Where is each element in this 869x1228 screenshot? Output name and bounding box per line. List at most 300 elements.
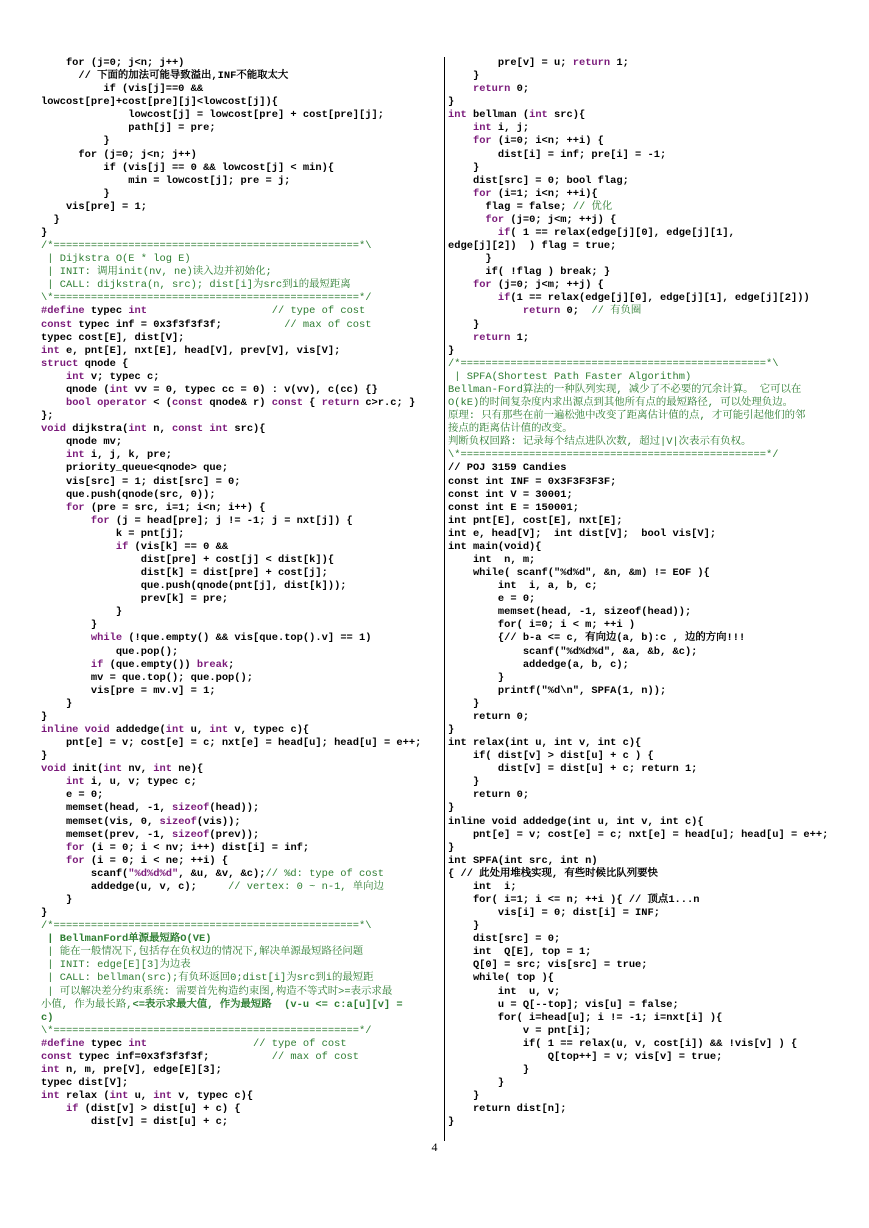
- code-token: addedge(: [109, 723, 166, 736]
- code-token: }: [41, 710, 48, 723]
- code-line: [448, 253, 852, 266]
- code-token: void: [41, 763, 66, 776]
- code-line: [448, 83, 852, 96]
- code-line: [41, 175, 440, 188]
- code-token: vv = 0, typec cc = 0) : v(vv), c(cc) {}: [128, 383, 378, 396]
- code-line: [41, 541, 440, 554]
- code-token: [41, 776, 66, 788]
- code-line: [41, 1064, 440, 1077]
- code-line: [448, 476, 852, 489]
- code-token: [41, 371, 66, 383]
- code-token: return: [572, 57, 611, 69]
- code-line: [41, 305, 440, 318]
- code-token: c>r.c; }: [359, 397, 416, 410]
- code-token: #define: [41, 305, 85, 318]
- code-token: u = Q[--top]; vis[u] = false;: [448, 998, 679, 1011]
- code-token: for: [472, 187, 492, 200]
- code-token: struct: [41, 357, 79, 370]
- code-line: [41, 489, 440, 502]
- code-line: [448, 384, 852, 397]
- code-token: "%d%d%d": [128, 867, 179, 880]
- code-line: [41, 789, 440, 802]
- code-token: qnode (: [41, 383, 110, 396]
- code-line: [41, 776, 440, 789]
- code-token: int i, a, b, c;: [448, 580, 598, 593]
- code-token: // vertex: 0 ~ n-1, 单向边: [196, 880, 384, 893]
- code-line: [41, 266, 440, 279]
- code-token: relax (: [59, 1090, 110, 1103]
- code-line: [41, 959, 440, 972]
- code-token: scanf(: [41, 867, 129, 880]
- code-line: [448, 397, 852, 410]
- code-line: [448, 292, 852, 305]
- code-token: for( i=0; i < m; ++i ): [448, 619, 636, 632]
- code-token: addedge(a, b, c);: [448, 658, 629, 671]
- code-token: Q[0] = src; vis[src] = true;: [448, 959, 648, 972]
- code-token: addedge(u, v, c);: [41, 880, 197, 893]
- code-line: [41, 1038, 440, 1051]
- code-token: int: [448, 109, 467, 122]
- code-token: lowcost[pre]+cost[pre][j]<lowcost[j]){: [41, 96, 278, 109]
- code-line: [41, 763, 440, 776]
- code-token: // max of cost: [209, 1050, 360, 1063]
- code-line: [448, 789, 852, 802]
- code-line: [448, 567, 852, 580]
- code-line: [448, 528, 852, 541]
- code-token: // 下面的加法可能导致溢出,INF不能取太大: [41, 70, 289, 83]
- code-token: i, u, v; typec c;: [84, 776, 197, 789]
- code-token: | Dijkstra O(E * log E): [41, 253, 191, 266]
- code-token: (j=0; j<m; ++j) {: [504, 213, 617, 226]
- code-token: min = lowcost[j]; pre = j;: [41, 174, 291, 187]
- code-line: [41, 554, 440, 567]
- code-line: [41, 829, 440, 842]
- code-line: [41, 345, 440, 358]
- code-token: int: [65, 449, 85, 462]
- code-line: [448, 580, 852, 593]
- code-token: if( dist[v] > dist[u] + c ) {: [448, 750, 654, 763]
- code-token: }: [448, 70, 480, 83]
- code-line: [448, 489, 852, 502]
- code-line: [41, 1012, 440, 1025]
- code-token: int: [103, 763, 123, 776]
- code-token: | INIT: 调用init(nv, ne)读入边并初始化;: [41, 266, 272, 279]
- code-token: memset(head, -1, sizeof(head));: [448, 606, 692, 619]
- code-token: 1;: [510, 331, 530, 344]
- code-token: return: [321, 397, 360, 410]
- code-token: ne){: [172, 763, 204, 776]
- code-token: int pnt[E], cost[E], nxt[E];: [448, 514, 623, 527]
- code-token: | CALL: dijkstra(n, src); dist[i]为src到i的最短距离: [41, 279, 351, 292]
- code-line: [41, 423, 440, 436]
- code-line: [41, 253, 440, 266]
- code-token: (1 == relax(edge[j][0], edge[j][1], edge[j][2])): [510, 292, 810, 305]
- code-token: // max of cost: [221, 318, 372, 331]
- code-token: }: [41, 187, 110, 200]
- code-token: O(kE)的时间复杂度内求出源点到其他所有点的最短路径, 可以处理负边。: [448, 397, 793, 410]
- code-line: [448, 750, 852, 763]
- code-line: [41, 188, 440, 201]
- code-line: [41, 122, 440, 135]
- code-token: }: [448, 1090, 480, 1103]
- code-token: }: [41, 213, 60, 226]
- code-line: [41, 135, 440, 148]
- code-line: [41, 436, 440, 449]
- code-line: [41, 868, 440, 881]
- code-line: [448, 57, 852, 70]
- code-token: [41, 502, 66, 514]
- code-line: [448, 305, 852, 318]
- code-token: e = 0;: [448, 593, 536, 606]
- code-token: break: [196, 658, 229, 671]
- code-token: for: [65, 854, 85, 867]
- code-line: [41, 894, 440, 907]
- code-token: int: [109, 1090, 129, 1103]
- code-token: /*=================================================*\: [448, 357, 779, 370]
- code-line: [448, 162, 852, 175]
- code-token: vis[pre] = 1;: [41, 200, 148, 213]
- code-token: k = pnt[j];: [41, 527, 185, 540]
- code-line: [448, 332, 852, 345]
- code-line: [41, 632, 440, 645]
- code-line: [41, 606, 440, 619]
- code-token: (head));: [209, 802, 260, 815]
- code-line: [448, 920, 852, 933]
- code-token: int i;: [448, 880, 517, 893]
- code-line: [41, 1116, 440, 1129]
- code-token: /*=================================================*\: [41, 920, 372, 933]
- code-token: (prev));: [209, 828, 260, 841]
- code-line: [41, 292, 440, 305]
- code-token: for: [65, 501, 85, 514]
- code-token: }: [41, 697, 73, 710]
- code-token: }: [41, 606, 123, 619]
- code-line: [448, 972, 852, 985]
- code-line: [448, 842, 852, 855]
- code-line: [448, 907, 852, 920]
- code-token: (j=0; j<m; ++j) {: [491, 279, 604, 292]
- code-token: [41, 515, 91, 527]
- code-token: #define: [41, 1037, 85, 1050]
- code-token: int: [209, 723, 229, 736]
- code-token: return 0;: [448, 710, 530, 723]
- code-token: bellman (: [466, 109, 530, 122]
- code-token: dist[src] = 0; bool flag;: [448, 174, 629, 187]
- code-line: [448, 371, 852, 384]
- code-token: n,: [147, 423, 172, 436]
- code-line: [41, 384, 440, 397]
- code-token: if: [65, 1103, 79, 1116]
- code-token: int: [165, 723, 185, 736]
- code-token: typec inf=0x3f3f3f3f;: [72, 1050, 210, 1063]
- code-line: [448, 1051, 852, 1064]
- code-token: pnt[e] = v; cost[e] = c; nxt[e] = head[u]; head[u] = e++;: [41, 737, 422, 750]
- code-token: }: [448, 344, 455, 357]
- code-line: [41, 240, 440, 253]
- code-token: int n, m;: [448, 553, 536, 566]
- code-token: 0;: [560, 305, 592, 318]
- code-token: flag = false;: [448, 200, 573, 213]
- code-line: [41, 672, 440, 685]
- code-token: }: [448, 697, 480, 710]
- code-line: [41, 946, 440, 959]
- code-token: int: [109, 383, 129, 396]
- code-token: // POJ 3159 Candies: [448, 462, 567, 475]
- code-line: [41, 96, 440, 109]
- code-line: [41, 842, 440, 855]
- code-line: [448, 1012, 852, 1025]
- code-token: while( scanf("%d%d", &n, &m) != EOF ){: [448, 567, 710, 580]
- code-token: if( !flag ) break; }: [448, 266, 611, 279]
- code-token: int: [65, 370, 85, 383]
- code-token: [41, 397, 66, 409]
- code-line: [448, 345, 852, 358]
- code-token: init(: [65, 763, 104, 776]
- code-token: [448, 83, 473, 95]
- code-token: return: [522, 305, 561, 318]
- code-line: [448, 188, 852, 201]
- code-token: {// b-a <= c, 有向边(a, b):c , 边的方向!!!: [448, 632, 746, 645]
- code-token: }: [41, 894, 73, 906]
- code-token: qnode {: [78, 357, 129, 370]
- code-line: [448, 1077, 852, 1090]
- code-line: [448, 502, 852, 515]
- code-token: const: [171, 397, 204, 410]
- code-token: };: [41, 410, 54, 423]
- code-token: [41, 659, 91, 671]
- code-line: [448, 266, 852, 279]
- code-token: // 有负圈: [591, 305, 642, 318]
- code-line: [448, 698, 852, 711]
- code-token: for (j=0; j<n; j++): [41, 57, 185, 69]
- code-line: [41, 907, 440, 920]
- code-token: [448, 214, 485, 226]
- code-token: int main(void){: [448, 540, 542, 553]
- code-token: int: [472, 122, 492, 135]
- code-line: [41, 162, 440, 175]
- code-token: (vis));: [196, 815, 241, 828]
- code-line: [448, 227, 852, 240]
- code-token: const int INF = 0x3F3F3F3F;: [448, 475, 617, 488]
- code-token: int Q[E], top = 1;: [448, 946, 592, 959]
- code-line: [448, 1103, 852, 1116]
- code-token: printf("%d\n", SPFA(1, n));: [448, 684, 667, 697]
- code-line: [41, 83, 440, 96]
- code-token: c): [41, 1011, 54, 1024]
- code-line: [448, 632, 852, 645]
- code-token: for: [485, 213, 505, 226]
- code-token: if: [115, 540, 129, 553]
- code-line: [448, 1038, 852, 1051]
- code-line: [41, 410, 440, 423]
- code-token: prev[k] = pre;: [41, 593, 229, 606]
- code-line: [448, 894, 852, 907]
- code-token: <=表示求最大值, 作为最短路 (v-u <= c:a[u][v] =: [132, 998, 403, 1011]
- code-token: 原理: 只有那些在前一遍松弛中改变了距离估计值的点, 才可能引起他们的邻: [448, 410, 806, 423]
- code-token: int e, head[V]; int dist[V]; bool vis[V];: [448, 527, 717, 540]
- code-line: [41, 109, 440, 122]
- code-token: 0;: [510, 83, 530, 96]
- code-line: [448, 201, 852, 214]
- code-token: for (j=0; j<n; j++): [41, 148, 197, 161]
- code-token: if: [90, 658, 104, 671]
- code-token: (j = head[pre]; j != -1; j = nxt[j]) {: [109, 514, 353, 527]
- code-line: [448, 1116, 852, 1129]
- code-token: for: [472, 279, 492, 292]
- code-token: int: [529, 109, 548, 122]
- code-token: 1;: [610, 57, 629, 69]
- code-token: | 可以解决差分约束系统: 需要首先构造约束图,构造不等式时>=表示求最: [41, 985, 393, 998]
- code-token: i, j;: [491, 122, 530, 135]
- code-token: typec cost[E], dist[V];: [41, 331, 185, 344]
- code-token: Bellman-Ford算法的一种队列实现, 减少了不必要的冗余计算。 它可以在: [448, 383, 802, 396]
- code-line: [41, 920, 440, 933]
- code-line: [41, 619, 440, 632]
- code-token: | CALL: bellman(src);有负环返回0;dist[i]为src到i的最短距: [41, 972, 374, 985]
- right-code-column: [448, 57, 852, 1129]
- code-token: que.pop();: [41, 645, 179, 658]
- code-token: }: [448, 318, 480, 331]
- code-token: \*=================================================*/: [41, 292, 372, 305]
- code-line: [41, 698, 440, 711]
- code-token: const int E = 150001;: [448, 501, 579, 514]
- code-token: // 优化: [572, 200, 613, 213]
- code-token: [448, 292, 498, 304]
- code-token: [41, 1103, 66, 1115]
- code-token: ;: [228, 658, 235, 671]
- code-token: dijkstra(: [65, 423, 129, 436]
- code-token: (i = 0; i < nv; i++) dist[i] = inf;: [84, 841, 310, 854]
- code-token: return: [472, 83, 511, 96]
- code-token: const: [41, 318, 73, 331]
- code-token: if (vis[j]==0 &&: [41, 83, 204, 96]
- code-token: sizeof: [171, 802, 210, 815]
- code-line: [41, 802, 440, 815]
- code-token: while: [90, 632, 123, 645]
- code-token: [448, 135, 473, 147]
- code-line: [448, 423, 852, 436]
- code-line: [448, 685, 852, 698]
- code-token: v, typec c){: [228, 723, 310, 736]
- code-line: [448, 606, 852, 619]
- code-line: [41, 149, 440, 162]
- code-line: [448, 763, 852, 776]
- code-line: [448, 240, 852, 253]
- code-token: const: [271, 397, 303, 410]
- code-token: }: [41, 907, 48, 920]
- code-token: | SPFA(Shortest Path Faster Algorithm): [448, 370, 692, 383]
- code-token: void: [41, 423, 66, 436]
- code-token: inline void: [41, 723, 110, 736]
- code-line: [41, 986, 440, 999]
- code-token: }: [448, 802, 455, 815]
- code-token: src){: [228, 423, 266, 436]
- code-token: Q[top++] = v; vis[v] = true;: [448, 1050, 723, 1063]
- code-line: [41, 881, 440, 894]
- code-token: nv,: [122, 763, 154, 776]
- code-token: memset(prev, -1,: [41, 828, 172, 841]
- code-token: while( top ){: [448, 972, 555, 985]
- code-line: [448, 541, 852, 554]
- code-token: 小值, 作为最长路,: [41, 998, 133, 1011]
- code-token: bool operator: [65, 397, 148, 410]
- code-line: [41, 227, 440, 240]
- code-token: memset(vis, 0,: [41, 815, 160, 828]
- code-token: v, typec c){: [172, 1090, 254, 1103]
- code-line: [41, 593, 440, 606]
- code-line: [41, 1025, 440, 1038]
- code-token: path[j] = pre;: [41, 122, 216, 135]
- code-token: scanf("%d%d%d", &a, &b, &c);: [448, 645, 698, 658]
- code-line: [41, 1077, 440, 1090]
- code-line: [41, 972, 440, 985]
- code-line: [448, 554, 852, 567]
- code-line: [448, 999, 852, 1012]
- code-token: [448, 332, 473, 344]
- code-token: }: [41, 227, 48, 240]
- code-token: for( i=head[u]; i != -1; i=nxt[i] ){: [448, 1011, 723, 1024]
- code-token: return: [472, 331, 511, 344]
- code-token: [448, 188, 473, 200]
- code-token: src){: [547, 109, 586, 122]
- code-line: [448, 986, 852, 999]
- code-token: typec: [84, 305, 129, 318]
- code-line: [41, 332, 440, 345]
- code-token: u,: [128, 1090, 154, 1103]
- code-token: if: [497, 292, 511, 305]
- code-line: [448, 868, 852, 881]
- code-token: int: [41, 1090, 60, 1103]
- code-token: (pre = src, i=1; i<n; i++) {: [84, 501, 266, 514]
- code-line: [41, 685, 440, 698]
- code-token: < (: [147, 397, 172, 410]
- code-line: [41, 1103, 440, 1116]
- code-line: [448, 619, 852, 632]
- code-line: [448, 279, 852, 292]
- code-line: [448, 776, 852, 789]
- code-line: [41, 933, 440, 946]
- code-line: [448, 711, 852, 724]
- code-token: const: [41, 1050, 73, 1063]
- code-token: i, j, k, pre;: [84, 449, 172, 462]
- code-token: n, m, pre[V], edge[E][3];: [59, 1064, 222, 1077]
- code-line: [41, 279, 440, 292]
- code-line: [41, 737, 440, 750]
- code-line: [448, 724, 852, 737]
- code-line: [41, 750, 440, 763]
- code-token: memset(head, -1,: [41, 802, 172, 815]
- code-token: [41, 842, 66, 854]
- code-token: int: [128, 305, 148, 318]
- code-token: }: [41, 135, 110, 148]
- code-token: }: [448, 1064, 530, 1077]
- code-line: [41, 449, 440, 462]
- code-line: [448, 122, 852, 135]
- code-token: }: [41, 619, 98, 632]
- code-line: [448, 462, 852, 475]
- code-token: int: [65, 776, 85, 789]
- code-token: if: [497, 227, 511, 240]
- code-line: [448, 358, 852, 371]
- code-line: [41, 358, 440, 371]
- code-token: dist[src] = 0;: [448, 933, 561, 946]
- code-token: {: [302, 397, 322, 410]
- code-token: }: [448, 841, 455, 854]
- code-token: // %d: type of cost: [265, 867, 384, 880]
- code-token: (dist[v] > dist[u] + c) {: [78, 1103, 241, 1116]
- code-token: [448, 305, 523, 317]
- code-token: (i = 0; i < ne; ++i) {: [84, 854, 229, 867]
